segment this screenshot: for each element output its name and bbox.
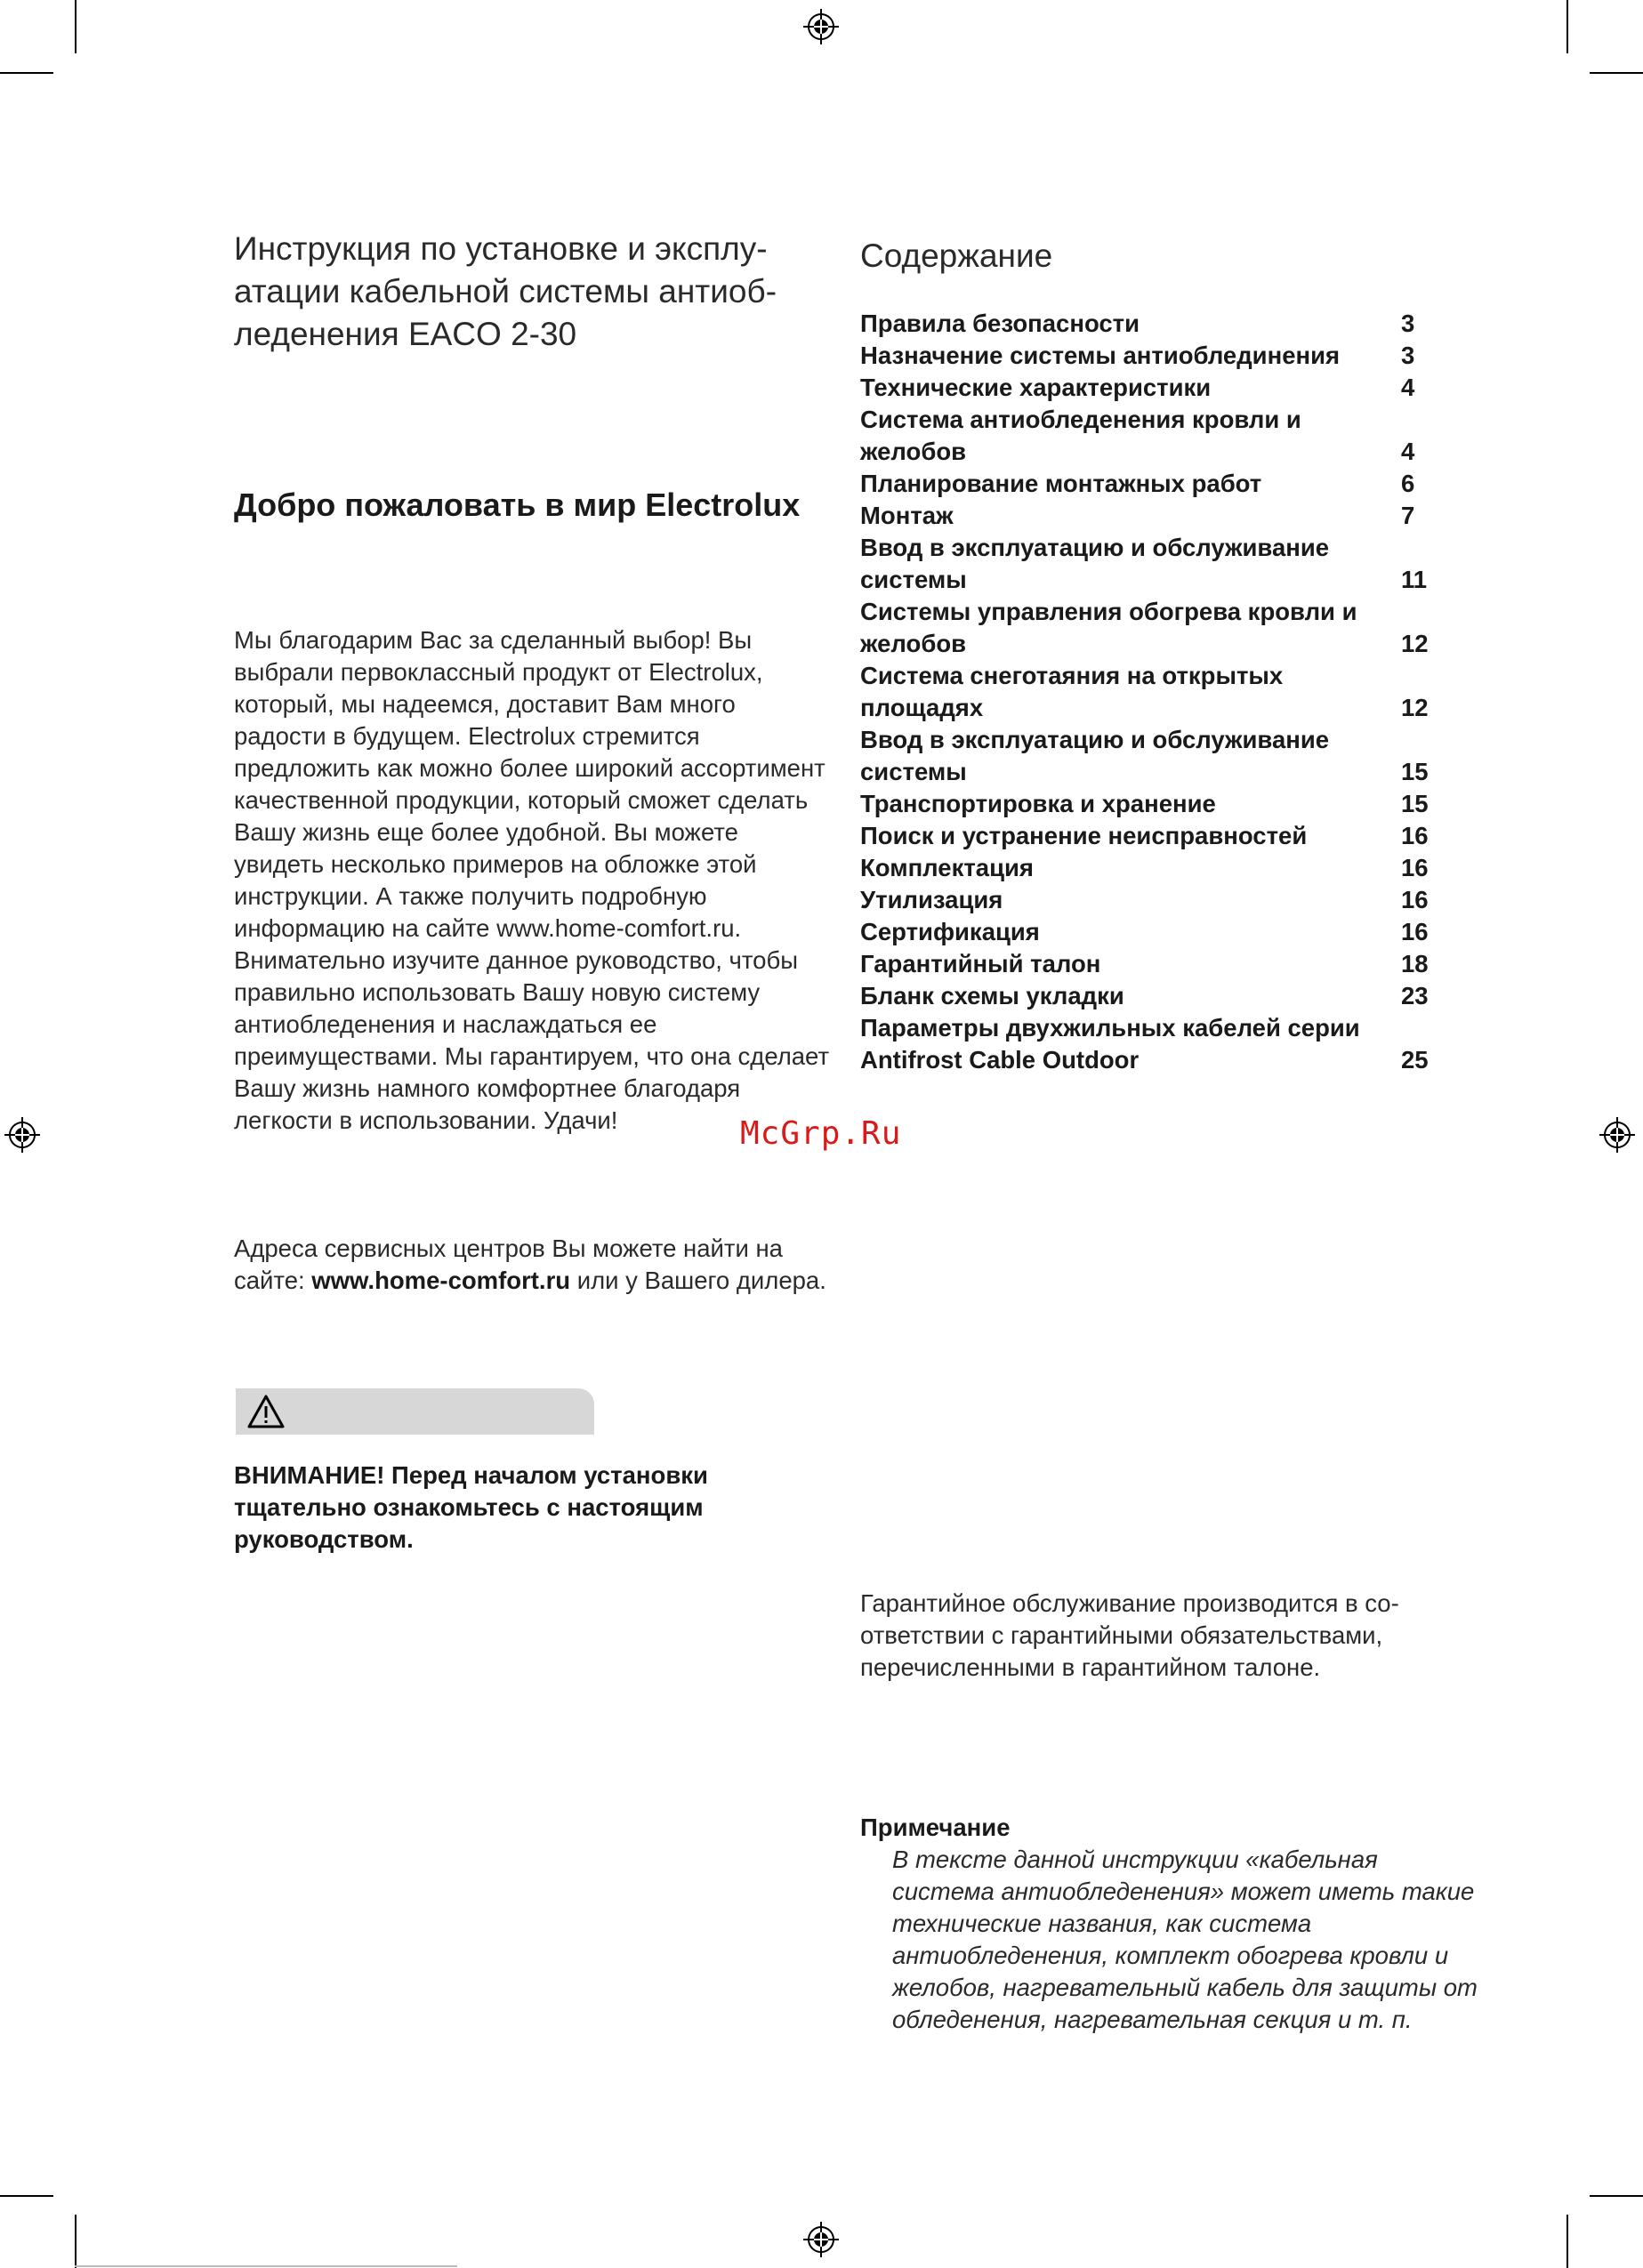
toc-item[interactable] [860,500,1447,532]
toc-item-title: Бланк схемы укладки [860,982,1124,1009]
toc-item-page: 23 [1401,982,1429,1009]
toc-item[interactable] [860,340,1447,372]
toc-item-title: Ввод в эксплуатацию и обслуживание системы [860,726,1330,785]
toc-item-page: 16 [1401,854,1429,881]
toc-item[interactable] [860,468,1447,500]
toc-item-page: 12 [1401,694,1429,721]
toc-item[interactable] [860,372,1447,404]
registration-mark-icon [803,2222,839,2257]
warning-triangle-icon [246,1394,286,1429]
toc-item[interactable] [860,980,1447,1012]
crop-mark [0,2195,53,2197]
service-website-link[interactable]: www.home-comfort.ru [311,1267,571,1294]
toc-item-title: Монтаж [860,502,954,529]
toc-item[interactable] [860,788,1447,820]
toc-item-page: 4 [1401,438,1415,465]
toc-item-title: Поиск и устранение неисправностей [860,822,1308,849]
toc-item-page: 15 [1401,790,1429,817]
toc-item-title: Параметры двухжильных кабелей серии Antifrost Cable Outdoor [860,1014,1360,1074]
toc-item-title: Система антиобледенения кровли и желобов [860,406,1301,465]
toc-item[interactable] [860,820,1447,852]
toc-item[interactable] [860,532,1447,596]
toc-item-title: Система снеготаяния на открытых площадях [860,662,1284,721]
toc-item-page: 11 [1401,566,1428,593]
toc-item[interactable] [860,724,1447,788]
toc-item-title: Назначение системы антиоблединения [860,342,1341,369]
crop-mark [75,2215,77,2268]
watermark: McGrp.Ru [740,1115,902,1152]
crop-mark [0,72,53,74]
table-of-contents [860,308,1447,1076]
toc-item-title: Комплектация [860,854,1034,881]
toc-item-page: 15 [1401,758,1429,785]
welcome-heading: Добро пожаловать в мир Electrolux [234,487,801,523]
crop-mark [1566,0,1568,53]
service-paragraph [234,1233,830,1297]
warning-text: ВНИМАНИЕ! Перед началом установки тщательно ознакомьтесь с настоящим руководством. [234,1461,708,1553]
toc-item-page: 3 [1401,310,1415,337]
toc-item[interactable] [860,660,1447,724]
toc-item-title: Системы управления обогрева кровли и желобов [860,598,1357,657]
toc-item-page: 16 [1401,886,1429,913]
warning-banner [236,1388,594,1435]
note-text: В тексте данной инструкции «кабельная система антиобледенения» может иметь такие технические названия, как система антиобледенения, комплект обогрева кровли и желобов, нагревательный кабель для защиты от обледенения, нагревательная секция и т. п. [892,1846,1478,2033]
service-text-after: или у Вашего дилера. [570,1267,826,1294]
toc-item-page: 18 [1401,950,1429,977]
crop-mark [1590,2195,1643,2197]
registration-mark-icon [1599,1117,1635,1153]
toc-item-title: Ввод в эксплуатацию и обслуживание системы [860,534,1330,593]
toc-item-page: 7 [1401,502,1415,529]
crop-mark [1566,2215,1568,2268]
toc-item[interactable] [860,852,1447,884]
toc-item[interactable] [860,948,1447,980]
registration-mark-icon [4,1117,40,1153]
toc-item[interactable] [860,596,1447,660]
toc-item[interactable] [860,884,1447,916]
toc-item-title: Правила безопасности [860,310,1140,337]
toc-item-title: Технические характеристики [860,374,1212,401]
note-heading: Примечание [860,1814,1011,1841]
guarantee-paragraph: Гарантийное обслуживание производится в соответствии с гарантийными обязательствами, перечисленными в гарантийном талоне. [860,1589,1399,1681]
toc-item-page: 3 [1401,342,1415,369]
toc-item-page: 12 [1401,630,1429,657]
crop-mark [75,2265,457,2267]
toc-item-title: Сертификация [860,918,1040,945]
toc-item[interactable] [860,1012,1447,1076]
toc-item-page: 16 [1401,918,1429,945]
crop-mark [75,0,77,53]
toc-heading: Содержание [860,237,1053,274]
toc-item-title: Транспортировка и хранение [860,790,1216,817]
toc-item[interactable] [860,404,1447,468]
toc-item-title: Утилизация [860,886,1003,913]
document-title: Инструкция по установке и эксплуатации кабельной системы антиобледенения EACO 2-30 [234,230,777,352]
toc-item-page: 4 [1401,374,1415,401]
toc-item[interactable] [860,308,1447,340]
registration-mark-icon [803,9,839,44]
toc-item-title: Планирование монтажных работ [860,470,1262,497]
toc-item-page: 25 [1401,1046,1429,1074]
intro-text: Мы благодарим Вас за сделанный выбор! Вы выбрали первоклассный продукт от Electrolux, который, мы надеемся, доставит Вам много радости в будущем. Electrolux стремится предложить как можно более широкий ассортимент качественной продукции, который сможет сделать Вашу жизнь еще более удобной. Вы можете увидеть несколько примеров на обложке этой инструкции. А также получить подробную информацию на сайте www.home-comfort.ru. Внимательно изучите данное руководство, чтобы правильно использовать Вашу новую систему антиобледенения и наслаждаться ее преимуществами. Мы гарантируем, что она сделает Вашу жизнь намного комфортнее благодаря легкости в использовании. Удачи! [234,626,830,1134]
toc-item-page: 6 [1401,470,1415,497]
service-text-before: Адреса сервисных центров Вы можете найти на сайте: [234,1235,783,1294]
intro-paragraph [234,624,830,1137]
toc-item[interactable] [860,916,1447,948]
crop-mark [1590,72,1643,74]
toc-item-page: 16 [1401,822,1429,849]
toc-item-title: Гарантийный талон [860,950,1101,977]
